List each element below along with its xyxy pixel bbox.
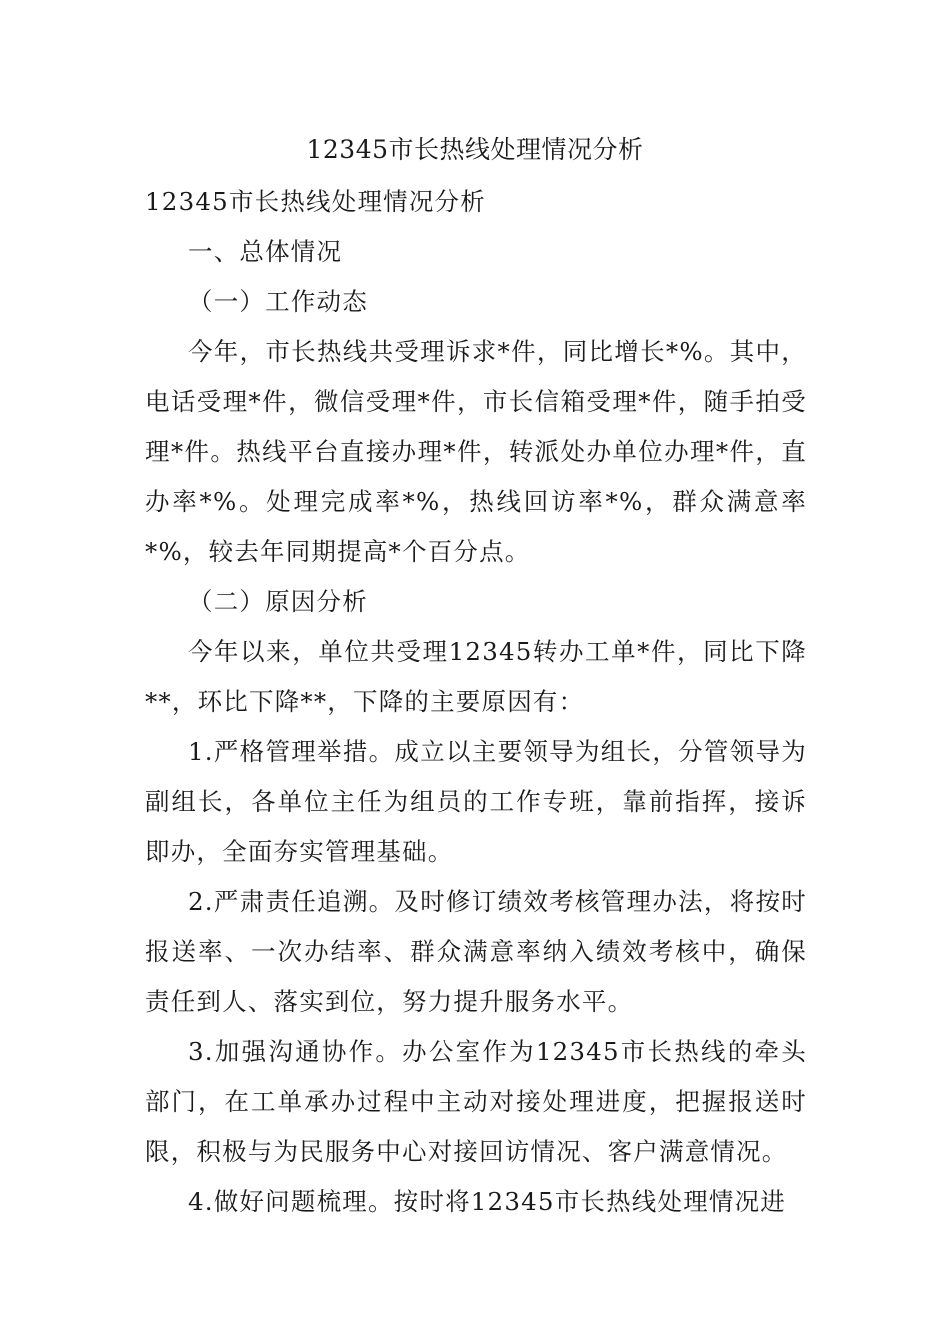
paragraph-cause-1: 1.严格管理举措。成立以主要领导为组长，分管领导为副组长，各单位主任为组员的工作专班，靠前指挥，接诉即办，全面夯实管理基础。 xyxy=(145,737,807,866)
document-title: 12345市长热线处理情况分析 xyxy=(306,135,644,164)
paragraph-cause-3: 3.加强沟通协作。办公室作为12345市长热线的牵头部门，在工单承办过程中主动对接处理进度，把握报送时限，积极与为民服务中心对接回访情况、客户满意情况。 xyxy=(145,1037,807,1166)
section-heading-overall: 一、总体情况 xyxy=(188,237,343,266)
paragraph-cause-2: 2.严肃责任追溯。及时修订绩效考核管理办法，将按时报送率、一次办结率、群众满意率纳入绩效考核中，确保责任到人、落实到位，努力提升服务水平。 xyxy=(145,887,807,1016)
paragraph-cause-intro: 今年以来，单位共受理12345转办工单*件，同比下降**，环比下降**，下降的主要原因有： xyxy=(145,637,807,716)
document-subtitle: 12345市长热线处理情况分析 xyxy=(145,187,486,216)
paragraph-work-dynamics: 今年，市长热线共受理诉求*件，同比增长*%。其中，电话受理*件，微信受理*件，市长信箱受理*件，随手拍受理*件。热线平台直接办理*件，转派处办单位办理*件，直办率*%。处理完成率*%，热线回访率*%，群众满意率*%，较去年同期提高*个百分点。 xyxy=(145,337,807,566)
document-body xyxy=(145,177,807,1227)
paragraph-cause-4: 4.做好问题梳理。按时将12345市长热线处理情况进 xyxy=(188,1187,787,1216)
section-heading-cause-analysis: （二）原因分析 xyxy=(188,587,368,616)
section-heading-work-dynamics: （一）工作动态 xyxy=(188,287,368,316)
